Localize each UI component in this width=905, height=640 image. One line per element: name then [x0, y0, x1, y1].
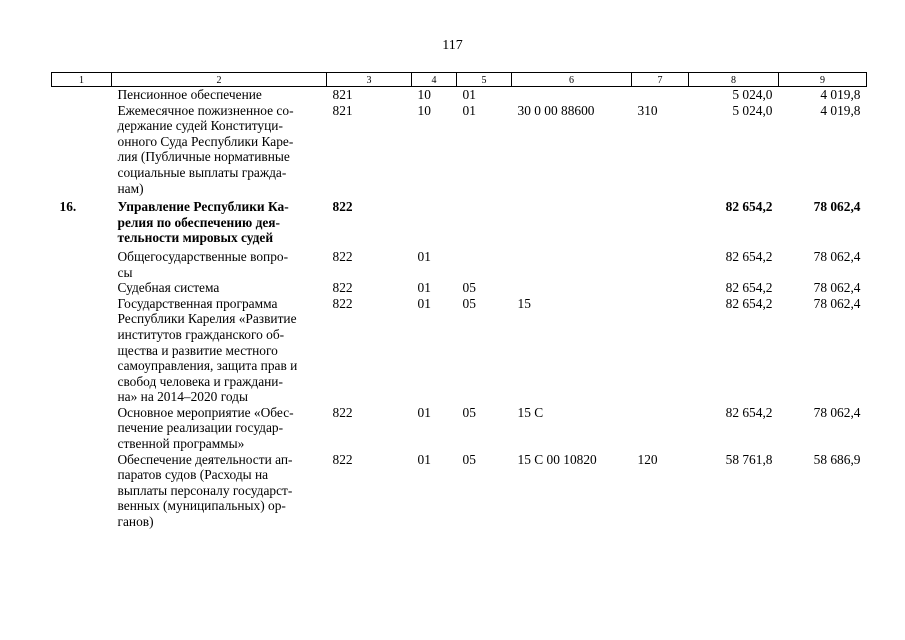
cell-col6	[512, 246, 632, 280]
cell-name: Обеспечение деятельности ап- паратов судов (Расходы на выплаты персоналу государст- венных (муниципальных) ор- ганов)	[117, 451, 293, 530]
cell-name: Государственная программа Республики Карелия «Развитие институтов гражданского об- щества и развитие местного самоуправления, защита прав и свобод человека и граждани- на» на 2014–2020 годы	[117, 295, 298, 405]
cell-index	[52, 246, 112, 280]
budget-table	[51, 72, 867, 530]
column-header-8: 8	[689, 73, 779, 87]
cell-col9: 78 062,4	[813, 404, 861, 420]
cell-col4: 01	[417, 451, 431, 467]
column-header-7: 7	[632, 73, 689, 87]
table-row	[52, 103, 867, 197]
cell-index	[52, 296, 112, 405]
column-header-6: 6	[512, 73, 632, 87]
header-row	[52, 73, 867, 87]
cell-col4: 10	[417, 102, 431, 118]
cell-col6: 15 С 00 10820	[517, 451, 597, 467]
cell-col9: 58 686,9	[813, 451, 861, 467]
cell-col5: 05	[462, 404, 476, 420]
cell-col4: 01	[417, 280, 431, 296]
cell-col7	[632, 196, 689, 246]
cell-col4: 01	[417, 404, 431, 420]
cell-col3: 822	[332, 199, 353, 215]
cell-index	[52, 87, 112, 103]
table-row	[52, 196, 867, 246]
table-row	[52, 246, 867, 280]
cell-name: Общегосударственные вопро- сы	[117, 248, 289, 280]
table-row	[52, 296, 867, 405]
cell-col3: 822	[332, 280, 353, 296]
cell-col7	[632, 87, 689, 103]
cell-col6: 15	[517, 295, 531, 311]
cell-col5: 01	[462, 87, 476, 102]
cell-col4: 10	[417, 87, 431, 102]
cell-index: 16.	[59, 199, 77, 215]
column-header-2: 2	[112, 73, 327, 87]
cell-col3: 822	[332, 451, 353, 467]
cell-col8: 5 024,0	[732, 87, 773, 102]
cell-col8: 5 024,0	[732, 102, 773, 118]
table-body	[52, 87, 867, 530]
cell-col8: 82 654,2	[725, 404, 773, 420]
cell-col8: 82 654,2	[725, 248, 773, 264]
cell-index	[52, 452, 112, 530]
cell-col4: 01	[417, 295, 431, 311]
cell-col7	[632, 405, 689, 452]
cell-col8: 82 654,2	[725, 199, 773, 215]
cell-col8: 82 654,2	[725, 295, 773, 311]
table-row	[52, 452, 867, 530]
cell-col9: 78 062,4	[813, 199, 861, 215]
cell-col5	[457, 196, 512, 246]
cell-col4	[412, 196, 457, 246]
column-header-1: 1	[52, 73, 112, 87]
cell-col7	[632, 280, 689, 296]
cell-col6	[512, 280, 632, 296]
cell-col6	[512, 87, 632, 103]
cell-col5: 05	[462, 280, 476, 296]
cell-col9: 4 019,8	[820, 87, 861, 102]
column-header-9: 9	[779, 73, 867, 87]
cell-index	[52, 405, 112, 452]
cell-col7: 310	[637, 102, 658, 118]
table-row	[52, 280, 867, 296]
cell-col6	[512, 196, 632, 246]
cell-col3: 821	[332, 87, 353, 102]
cell-col9: 78 062,4	[813, 248, 861, 264]
cell-col7: 120	[637, 451, 658, 467]
cell-col9: 78 062,4	[813, 280, 861, 296]
cell-col6: 15 С	[517, 404, 544, 420]
cell-col3: 822	[332, 404, 353, 420]
table-row	[52, 405, 867, 452]
cell-col3: 822	[332, 248, 353, 264]
cell-col9: 78 062,4	[813, 295, 861, 311]
cell-col5	[457, 246, 512, 280]
column-header-4: 4	[412, 73, 457, 87]
cell-name: Основное мероприятие «Обес- печение реализации государ- ственной программы»	[117, 404, 294, 452]
cell-col8: 58 761,8	[725, 451, 773, 467]
cell-col3: 821	[332, 102, 353, 118]
cell-name: Пенсионное обеспечение	[117, 87, 262, 102]
column-header-3: 3	[327, 73, 412, 87]
cell-index	[52, 280, 112, 296]
page-number: 117	[442, 38, 463, 53]
cell-col8: 82 654,2	[725, 280, 773, 296]
cell-col4: 01	[417, 248, 431, 264]
cell-col6: 30 0 00 88600	[517, 102, 595, 118]
cell-name: Управление Республики Ка- релия по обеспечению дея- тельности мировых судей	[117, 199, 289, 246]
cell-name: Судебная система	[117, 280, 220, 296]
cell-col5: 05	[462, 295, 476, 311]
cell-name: Ежемесячное пожизненное со- держание судей Конституци- онного Суда Республики Каре- лия (Публичные нормативные социальные выплаты гражда- нам)	[117, 102, 294, 196]
table-row	[52, 87, 867, 103]
cell-col7	[632, 296, 689, 405]
cell-col7	[632, 246, 689, 280]
cell-col5: 01	[462, 102, 476, 118]
column-header-5: 5	[457, 73, 512, 87]
cell-col3: 822	[332, 295, 353, 311]
cell-index	[52, 103, 112, 197]
cell-col5: 05	[462, 451, 476, 467]
cell-col9: 4 019,8	[820, 102, 861, 118]
